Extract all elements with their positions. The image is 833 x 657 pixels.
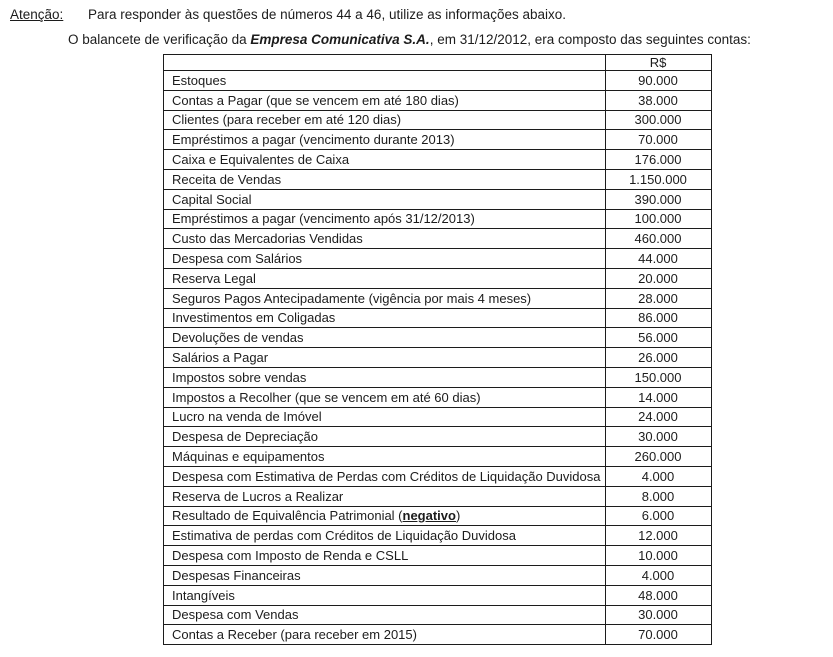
account-label: Clientes (para receber em até 120 dias) [172,112,402,128]
value-cell: 460.000 [605,229,711,249]
table-row [164,328,712,348]
table-row [164,625,712,645]
account-cell [164,348,606,368]
account-cell [164,625,606,645]
account-cell [164,150,606,170]
value-cell: 150.000 [605,367,711,387]
account-cell [164,447,606,467]
value-cell: 260.000 [605,447,711,467]
value-cell: 6.000 [605,506,711,526]
account-label: Receita de Vendas [172,171,282,187]
value-cell: 176.000 [605,150,711,170]
account-cell [164,71,606,91]
value-cell: 12.000 [605,526,711,546]
account-cell [164,130,606,150]
account-label: Despesa com Estimativa de Perdas com Créditos de Liquidação Duvidosa [172,468,601,484]
balance-table-body [164,71,712,645]
currency-header-cell: R$ [605,55,711,71]
table-row [164,268,712,288]
account-cell [164,367,606,387]
account-label: Salários a Pagar [172,350,269,366]
value-cell: 20.000 [605,268,711,288]
account-cell [164,526,606,546]
value-cell: 86.000 [605,308,711,328]
account-label: Resultado de Equivalência Patrimonial ( [172,508,403,524]
intro-line [68,32,751,47]
table-row [164,90,712,110]
account-cell [164,565,606,585]
table-row [164,526,712,546]
table-header-row [164,55,712,71]
table-row [164,249,712,269]
account-cell [164,110,606,130]
account-label: Custo das Mercadorias Vendidas [172,231,363,247]
table-row [164,486,712,506]
account-cell [164,387,606,407]
table-row [164,585,712,605]
table-row [164,466,712,486]
account-label: Contas a Receber (para receber em 2015) [172,627,417,643]
table-row [164,288,712,308]
intro-suffix: , em 31/12/2012, era composto das seguintes contas: [429,32,751,47]
account-label: Reserva Legal [172,270,256,286]
attention-label: Atenção: [10,7,64,22]
value-cell: 26.000 [605,348,711,368]
account-cell [164,486,606,506]
header-spacer-cell [164,55,606,71]
value-cell: 30.000 [605,427,711,447]
account-cell [164,268,606,288]
table-row [164,546,712,566]
account-cell [164,585,606,605]
table-row [164,447,712,467]
account-cell [164,546,606,566]
value-cell: 30.000 [605,605,711,625]
account-cell [164,466,606,486]
value-cell: 44.000 [605,249,711,269]
account-label: Estoques [172,72,227,88]
table-row [164,189,712,209]
table-row [164,387,712,407]
value-cell: 4.000 [605,466,711,486]
account-label: Caixa e Equivalentes de Caixa [172,152,350,168]
table-row [164,308,712,328]
table-row [164,348,712,368]
value-cell: 38.000 [605,90,711,110]
account-label: Despesa com Vendas [172,607,299,623]
value-cell: 300.000 [605,110,711,130]
account-cell [164,407,606,427]
attention-line [10,7,566,22]
account-label: Intangíveis [172,587,235,603]
account-cell [164,169,606,189]
table-row [164,367,712,387]
account-label: Investimentos em Coligadas [172,310,336,326]
account-label: Reserva de Lucros a Realizar [172,488,344,504]
value-cell: 28.000 [605,288,711,308]
value-cell: 10.000 [605,546,711,566]
table-row [164,209,712,229]
account-label: Despesas Financeiras [172,567,301,583]
value-cell: 8.000 [605,486,711,506]
account-label: Impostos a Recolher (que se vencem em até 60 dias) [172,389,481,405]
value-cell: 90.000 [605,71,711,91]
account-label: Despesa de Depreciação [172,429,318,445]
value-cell: 1.150.000 [605,169,711,189]
table-row [164,565,712,585]
value-cell: 390.000 [605,189,711,209]
account-suffix: ) [455,508,461,524]
account-label: Seguros Pagos Antecipadamente (vigência por mais 4 meses) [172,290,532,306]
table-row [164,506,712,526]
account-label: Lucro na venda de Imóvel [172,409,322,425]
account-cell [164,90,606,110]
value-cell: 70.000 [605,625,711,645]
value-cell: 70.000 [605,130,711,150]
account-emphasis: negativo [402,508,456,524]
account-cell [164,288,606,308]
account-cell [164,506,606,526]
account-label: Contas a Pagar (que se vencem em até 180 dias) [172,92,459,108]
account-cell [164,229,606,249]
value-cell: 14.000 [605,387,711,407]
account-label: Despesa com Imposto de Renda e CSLL [172,548,409,564]
table-row [164,229,712,249]
table-row [164,71,712,91]
account-label: Estimativa de perdas com Créditos de Liquidação Duvidosa [172,528,516,544]
account-cell [164,427,606,447]
intro-prefix: O balancete de verificação da [68,32,251,47]
table-row [164,110,712,130]
value-cell: 24.000 [605,407,711,427]
account-cell [164,249,606,269]
account-cell [164,209,606,229]
account-label: Despesa com Salários [172,251,303,267]
account-cell [164,605,606,625]
value-cell: 48.000 [605,585,711,605]
table-row [164,169,712,189]
account-label: Capital Social [172,191,252,207]
company-name: Empresa Comunicativa S.A. [250,32,430,47]
trial-balance-table [163,54,712,645]
table-row [164,407,712,427]
account-label: Impostos sobre vendas [172,369,307,385]
value-cell: 4.000 [605,565,711,585]
account-label: Máquinas e equipamentos [172,449,325,465]
account-cell [164,328,606,348]
account-cell [164,308,606,328]
instruction-text: Para responder às questões de números 44 a 46, utilize as informações abaixo. [88,7,567,22]
value-cell: 56.000 [605,328,711,348]
table-row [164,427,712,447]
table-row [164,605,712,625]
value-cell: 100.000 [605,209,711,229]
account-label: Empréstimos a pagar (vencimento durante 2013) [172,132,455,148]
table-row [164,130,712,150]
account-label: Empréstimos a pagar (vencimento após 31/12/2013) [172,211,475,227]
account-cell [164,189,606,209]
account-label: Devoluções de vendas [172,330,304,346]
table-row [164,150,712,170]
